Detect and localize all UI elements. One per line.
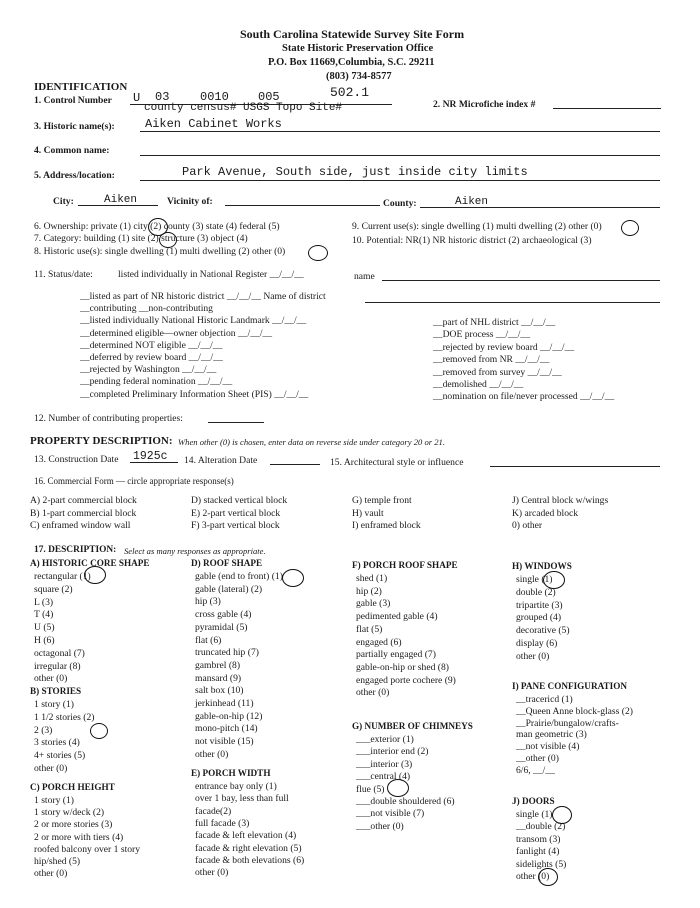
commercial-option: G) temple front (352, 495, 412, 506)
description-option: facade & right elevation (5) (195, 842, 302, 854)
description-option: gambrel (8) (195, 659, 241, 671)
description-option: grouped (4) (516, 612, 562, 624)
description-option: 1 1/2 stories (2) (34, 711, 95, 723)
description-option: gable-on-hip (12) (195, 710, 263, 722)
description-group-title: H) WINDOWS (512, 561, 572, 571)
commercial-option: H) vault (352, 507, 384, 519)
commercial-option: F) 3-part vertical block (191, 520, 280, 531)
commercial-option: I) enframed block (352, 520, 421, 531)
description-option: engaged porte cochere (9) (356, 674, 456, 686)
office-address: P.O. Box 11669,Columbia, S.C. 29211 (268, 57, 435, 68)
description-option: ___central (4) (356, 771, 411, 783)
control-census: 0010 (200, 90, 229, 104)
description-option: display (6) (516, 638, 558, 649)
address-value: Park Avenue, South side, just inside city limits (182, 165, 528, 179)
circle-mark (90, 723, 108, 739)
description-option: double (2) (516, 586, 556, 598)
description-group-title: C) PORCH HEIGHT (30, 782, 115, 792)
description-option: partially engaged (7) (356, 649, 436, 661)
control-u: U (133, 91, 141, 105)
description-option: pyramidal (5) (195, 621, 248, 633)
city-label: City: (53, 196, 74, 207)
description-option: __double (2) (516, 821, 566, 833)
description-option: shed (1) (356, 573, 388, 584)
description-option: gable (lateral) (2) (195, 583, 263, 595)
alteration-label: 14. Alteration Date (184, 455, 258, 466)
status-option: __part of NHL district __/__/__ (433, 317, 556, 328)
description-option: salt box (10) (195, 685, 244, 697)
description-option: 1 story w/deck (2) (34, 807, 105, 819)
city-value: Aiken (104, 194, 138, 206)
description-option: other (0) (516, 871, 550, 882)
description-option: ___interior end (2) (356, 746, 429, 758)
control-site: 502.1 (330, 85, 370, 100)
description-option: hip/shed (5) (34, 856, 81, 867)
description-heading: 17. DESCRIPTION: (34, 545, 117, 555)
contributing-label: 12. Number of contributing properties: (34, 413, 183, 424)
status-option: __rejected by Washington __/__/__ (80, 364, 217, 376)
description-option: other (0) (516, 650, 550, 662)
description-option: 1 story (1) (34, 699, 74, 710)
status-option: __rejected by review board __/__/__ (433, 341, 575, 353)
category-line: 7. Category: building (1) site (2) structure (3) object (4) (34, 233, 248, 244)
historic-name-label: 3. Historic name(s): (34, 121, 115, 132)
description-option: facade(2) (195, 805, 232, 817)
office-name: State Historic Preservation Office (282, 43, 434, 54)
description-group-title: E) PORCH WIDTH (191, 768, 271, 778)
description-option: 2 or more stories (3) (34, 819, 113, 831)
commercial-option: D) stacked vertical block (191, 495, 288, 506)
description-option: flat (6) (195, 634, 222, 646)
construction-label: 13. Construction Date (34, 454, 119, 465)
property-heading: PROPERTY DESCRIPTION: (30, 435, 173, 447)
county-value: Aiken (455, 196, 489, 208)
description-option: gable (3) (356, 598, 391, 610)
ownership-line: 6. Ownership: private (1) city (2) county (3) state (4) federal (5) (34, 221, 280, 232)
description-option: facade & both elevations (6) (195, 854, 305, 866)
commercial-option: C) enframed window wall (30, 520, 131, 531)
circle-mark (621, 220, 639, 236)
description-option: __other (0) (516, 753, 559, 764)
description-option: mansard (9) (195, 672, 242, 684)
description-group-title: A) HISTORIC CORE SHAPE (30, 558, 150, 568)
potential-line: 10. Potential: NR(1) NR historic district (2) archaeological (3) (352, 235, 592, 246)
status-option: __DOE process __/__/__ (433, 329, 530, 341)
style-label: 15. Architectural style or influence (330, 457, 464, 468)
circle-mark (159, 232, 177, 248)
control-sublabels: county census# USGS Topo Site# (144, 102, 343, 114)
description-option: ___interior (3) (356, 758, 413, 770)
status-option: __determined eligible—owner objection __/__/__ (80, 327, 273, 339)
description-option: hip (3) (195, 596, 221, 608)
description-option: 6/6, __/__ (516, 764, 555, 776)
vicinity-label: Vicinity of: (167, 196, 213, 207)
description-option: other (0) (356, 687, 390, 699)
common-name-label: 4. Common name: (34, 145, 110, 156)
historic-name-value: Aiken Cabinet Works (145, 117, 282, 131)
description-note: Select as many responses as appropriate. (124, 546, 266, 556)
description-option: __Prairie/bungalow/crafts- (516, 717, 619, 729)
description-option: single (1) (516, 809, 553, 820)
nr-microfiche-label: 2. NR Microfiche index # (433, 99, 536, 110)
current-use-line: 9. Current use(s): single dwelling (1) multi dwelling (2) other (0) (352, 221, 602, 232)
description-option: pedimented gable (4) (356, 611, 438, 623)
control-county: 03 (155, 90, 170, 104)
circle-mark (538, 868, 558, 886)
circle-mark (308, 245, 328, 261)
description-option: entrance bay only (1) (195, 781, 277, 792)
description-option: other (0) (195, 748, 229, 760)
address-label: 5. Address/location: (34, 170, 115, 181)
commercial-option: A) 2-part commercial block (30, 495, 137, 506)
form-title: South Carolina Statewide Survey Site Form (240, 27, 465, 41)
status-option: __deferred by review board __/__/__ (80, 352, 223, 363)
circle-mark (552, 806, 572, 824)
commercial-option: J) Central block w/wings (512, 495, 609, 506)
description-option: octagonal (7) (34, 647, 85, 659)
description-option: roofed balcony over 1 story (34, 843, 141, 855)
description-group-title: D) ROOF SHAPE (191, 558, 263, 568)
commercial-option: E) 2-part vertical block (191, 507, 281, 519)
description-option: tripartite (3) (516, 599, 563, 611)
description-group-title: F) PORCH ROOF SHAPE (352, 560, 458, 570)
description-option: ___double shouldered (6) (356, 796, 455, 807)
description-option: sidelights (5) (516, 858, 567, 870)
description-option: decorative (5) (516, 625, 570, 637)
status-option: __removed from NR __/__/__ (433, 354, 550, 366)
status-option: __completed Preliminary Information Sheet (PIS) __/__/__ (80, 388, 309, 400)
description-option: full facade (3) (195, 817, 250, 829)
control-topo: 005 (258, 90, 280, 104)
description-option: fanlight (4) (516, 846, 560, 858)
description-option: other (0) (34, 868, 68, 880)
description-option: gable (end to front) (1) (195, 571, 283, 582)
description-option: not visible (15) (195, 736, 254, 748)
construction-value: 1925c (133, 450, 168, 463)
description-option: __Queen Anne block-glass (2) (516, 705, 633, 717)
description-option: ___exterior (1) (356, 734, 414, 745)
control-number-label: 1. Control Number (34, 95, 112, 106)
description-option: engaged (6) (356, 636, 402, 648)
historic-use-line: 8. Historic use(s): single dwelling (1) multi dwelling (2) other (0) (34, 246, 286, 257)
description-option: cross gable (4) (195, 609, 252, 621)
status-label: 11. Status/date: (34, 269, 93, 280)
description-option: __not visible (4) (516, 741, 580, 753)
status-option: __listed individually National Historic Landmark __/__/__ (80, 315, 307, 327)
commercial-option: K) arcaded block (512, 507, 579, 519)
description-option: flue (5) (356, 783, 385, 795)
description-option: mono-pitch (14) (195, 723, 258, 735)
description-option: gable-on-hip or shed (8) (356, 661, 449, 673)
description-option: 1 story (1) (34, 795, 74, 806)
description-option: 4+ stories (5) (34, 750, 86, 762)
status-option: __determined NOT eligible __/__/__ (80, 339, 223, 351)
description-group-title: J) DOORS (512, 796, 555, 806)
status-option: __demolished __/__/__ (433, 379, 524, 390)
description-option: 2 (3) (34, 724, 53, 736)
circle-mark (282, 569, 304, 587)
property-note: When other (0) is chosen, enter data on reverse side under category 20 or 21. (178, 437, 445, 447)
description-option: U (5) (34, 622, 55, 634)
description-option: irregular (8) (34, 660, 81, 672)
description-group-title: G) NUMBER OF CHIMNEYS (352, 721, 473, 731)
description-option: other (0) (34, 673, 68, 685)
description-option: single (1) (516, 574, 553, 585)
status-option: __removed from survey __/__/__ (433, 366, 562, 378)
description-option: flat (5) (356, 623, 383, 635)
description-option: ___other (0) (356, 820, 404, 832)
description-option: rectangular (1) (34, 571, 91, 582)
description-option: 2 or more with tiers (4) (34, 831, 124, 843)
description-option: truncated hip (7) (195, 647, 259, 659)
circle-mark (387, 779, 409, 797)
commercial-label: 16. Commercial Form — circle appropriate response(s) (34, 476, 234, 486)
office-phone: (803) 734-8577 (326, 71, 392, 82)
commercial-option: 0) other (512, 520, 543, 531)
identification-heading: IDENTIFICATION (34, 81, 128, 93)
description-option: L (3) (34, 596, 54, 608)
county-label: County: (383, 198, 417, 209)
description-option: transom (3) (516, 833, 561, 845)
description-option: jerkinhead (11) (195, 698, 254, 709)
description-option: ___not visible (7) (356, 808, 425, 820)
description-option: other (0) (34, 763, 68, 774)
description-option: man geometric (3) (516, 729, 587, 741)
status-option: __contributing __non-contributing (80, 303, 213, 315)
status-option: __nomination on file/never processed __/__/__ (433, 391, 615, 403)
description-option: square (2) (34, 583, 73, 595)
description-option: other (0) (195, 867, 229, 879)
status-option: __listed as part of NR historic district __/__/__ Name of district (80, 291, 326, 302)
description-group-title: I) PANE CONFIGURATION (512, 681, 628, 691)
status-option: __pending federal nomination __/__/__ (80, 376, 233, 388)
description-option: 3 stories (4) (34, 737, 80, 749)
status-name-label: name (354, 271, 375, 282)
description-option: over 1 bay, less than full (195, 793, 289, 805)
circle-mark (84, 566, 106, 584)
description-group-title: B) STORIES (30, 686, 82, 696)
description-option: facade & left elevation (4) (195, 830, 297, 842)
description-option: H (6) (34, 635, 55, 646)
description-option: hip (2) (356, 585, 382, 597)
circle-mark (543, 571, 565, 589)
status-first: listed individually in National Register __/__/__ (118, 269, 304, 280)
description-option: __tracericd (1) (516, 694, 573, 705)
description-option: T (4) (34, 609, 54, 621)
commercial-option: B) 1-part commercial block (30, 507, 137, 519)
